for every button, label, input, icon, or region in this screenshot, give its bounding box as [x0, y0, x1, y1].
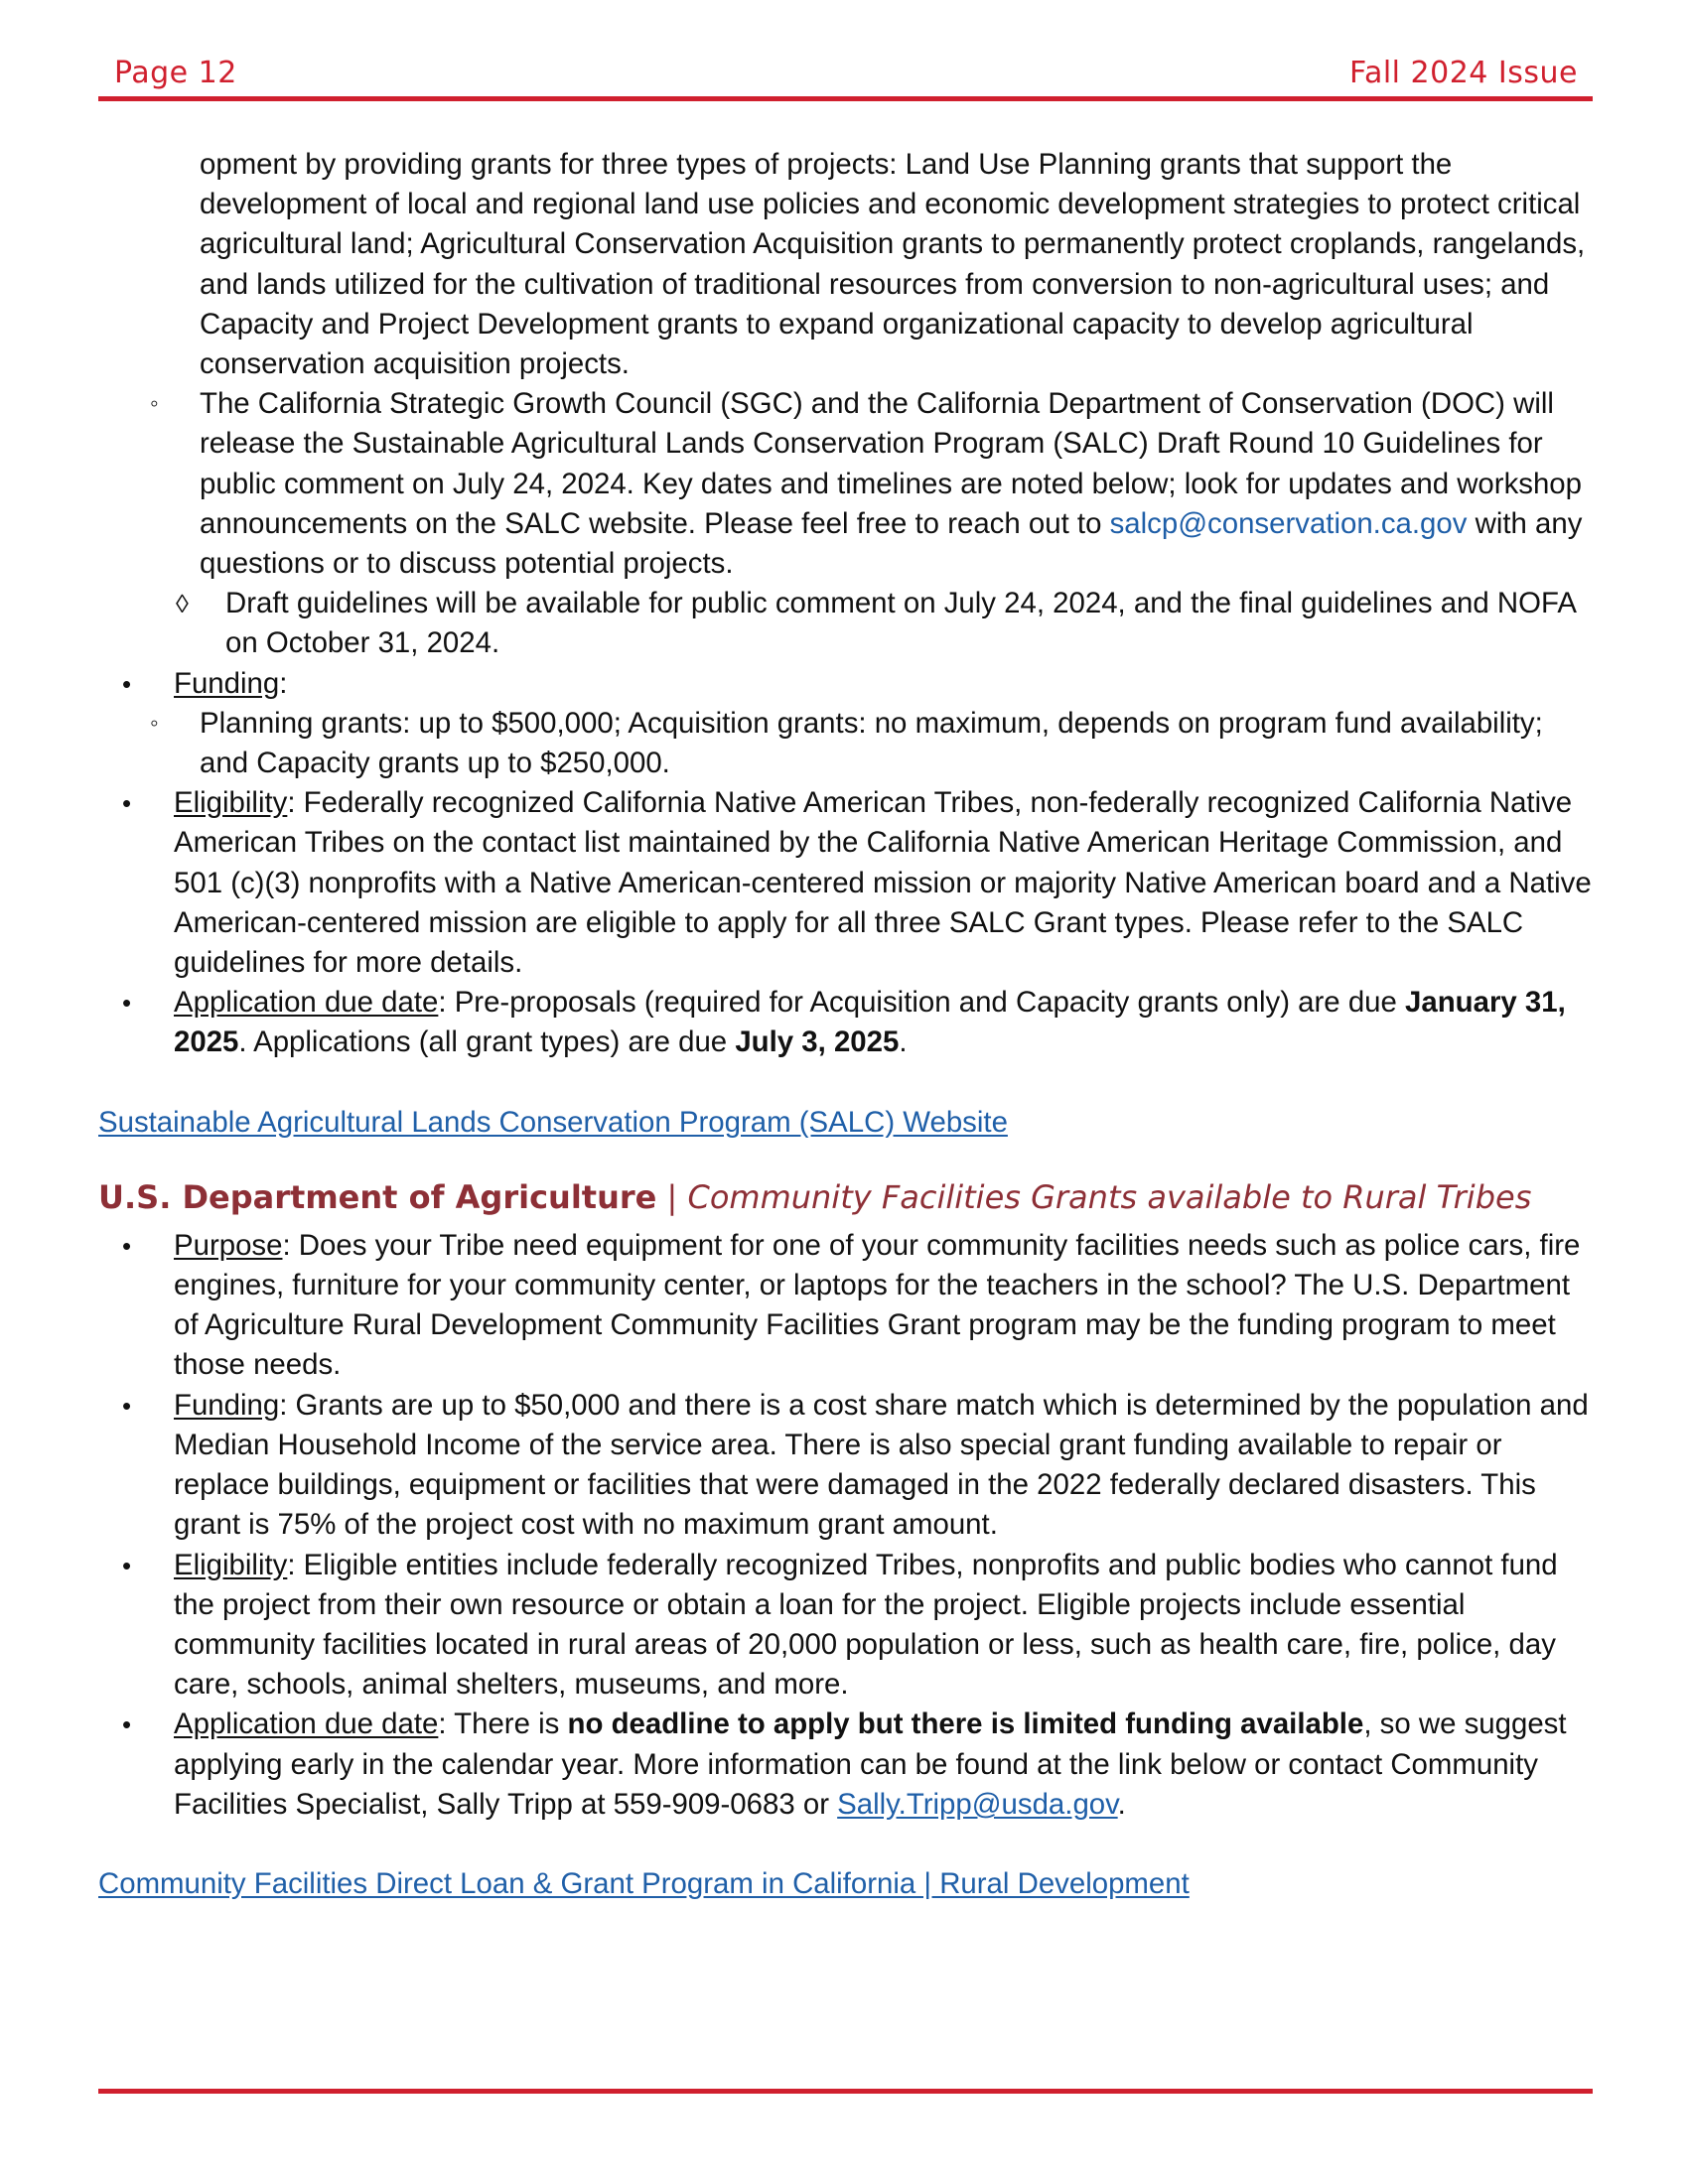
- salc-eligibility-item: [98, 783, 1598, 983]
- usda-program-row: [98, 1864, 1598, 1904]
- spacer: [98, 1063, 1598, 1103]
- page-header: [98, 56, 1593, 91]
- title-separator: |: [666, 1177, 678, 1216]
- usda-purpose-text: : Does your Tribe need equipment for one of your community facilities needs such as police cars, fire engines, furniture for your community center, or laptops for the teachers in the school? The U.S. Department of Agriculture Rural Development Community Facilities Grant program may be the funding program to meet those needs.: [174, 1228, 1581, 1382]
- usda-eligibility-item: [98, 1546, 1598, 1706]
- salc-funding-detail-item: [98, 704, 1598, 783]
- usda-due-text: , so we suggest applying early in the calendar year. More information can be found at the link below or contact Community Facilities Specialist, Sally Tripp at 559-909-0683 or: [174, 1707, 1567, 1821]
- usda-due-text: : There is: [438, 1707, 568, 1741]
- salc-preproposal-date: January 31, 2025: [174, 986, 1566, 1059]
- usda-deadline-note: no deadline to apply but there is limited funding available: [567, 1707, 1364, 1741]
- salc-continuation: [98, 145, 1598, 384]
- page-content: [98, 145, 1598, 1904]
- salc-release-tail: with any questions or to discuss potential projects.: [200, 506, 1583, 581]
- issue-label: Fall 2024 Issue: [1348, 56, 1578, 90]
- salc-due-text: : Pre-proposals (required for Acquisition and Capacity grants only) are due: [438, 986, 1406, 1020]
- salc-funding-text: Planning grants: up to $500,000; Acquisition grants: no maximum, depends on program fund availability; and Capacity grants up to $250,000.: [200, 706, 1543, 780]
- salc-due-text: . Applications (all grant types) are due: [238, 1025, 736, 1059]
- usda-due-text: .: [1117, 1787, 1126, 1821]
- footer-rule: [98, 2089, 1593, 2094]
- usda-section-title: [98, 1174, 1598, 1220]
- salc-funding-item: • Funding:: [98, 664, 1598, 704]
- diamond-bullet-icon: ◊: [176, 589, 189, 619]
- salc-funding-label: Funding: [174, 666, 280, 700]
- spacer: [98, 1825, 1598, 1864]
- usda-funding-text: : Grants are up to $50,000 and there is a cost share match which is determined by the population and Median Household Income of the service area. There is also special grant funding available to repair or replace buildings, equipment or facilities that were damaged in the 2022 federally declared disasters. This grant is 75% of the project cost with no maximum grant amount.: [174, 1388, 1589, 1542]
- salc-draft-note-text: Draft guidelines will be available for public comment on July 24, 2024, and the final guidelines and NOFA on October 31, 2024.: [225, 587, 1576, 660]
- salc-eligibility-label: Eligibility: [174, 786, 288, 820]
- salc-application-date: July 3, 2025: [735, 1025, 900, 1059]
- hollow-bullet-icon: ◦: [150, 390, 159, 418]
- header-rule: [98, 96, 1593, 101]
- usda-purpose-item: [98, 1226, 1598, 1386]
- usda-eligibility-text: : Eligible entities include federally recognized Tribes, nonprofits and public bodies who cannot fund the project from their own resource or obtain a loan for the project. Eligible projects include essential community facilities located in rural areas of 20,000 population or less, such as health care, fire, police, day care, schools, animal shelters, museums, and more.: [174, 1548, 1558, 1702]
- salc-eligibility-text: : Federally recognized California Native American Tribes, non-federally recognized California Native American Tribes on the contact list maintained by the California Native American Heritage Commission, and 501 (c)(3) nonprofits with a Native American-centered mission or majority Native American board and a Native American-centered mission are eligible to apply for all three SALC Grant types. Please refer to the SALC guidelines for more details.: [174, 786, 1592, 980]
- usda-due-date-item: [98, 1705, 1598, 1825]
- usda-funding-item: [98, 1386, 1598, 1546]
- salc-website-row: [98, 1103, 1598, 1143]
- salc-email-link[interactable]: salcp@conservation.ca.gov: [1109, 506, 1468, 540]
- salc-website-link[interactable]: Sustainable Agricultural Lands Conservation Program (SALC) Website: [98, 1105, 1008, 1139]
- bullet-icon: •: [122, 1230, 132, 1261]
- salc-due-text: .: [899, 1025, 908, 1059]
- usda-contact-email-link[interactable]: Sally.Tripp@usda.gov: [837, 1787, 1118, 1821]
- salc-release-item: [98, 384, 1598, 584]
- usda-funding-label: Funding: [174, 1388, 280, 1422]
- salc-due-date-item: [98, 983, 1598, 1062]
- bullet-icon: •: [122, 788, 132, 819]
- page-number: Page 12: [114, 56, 237, 90]
- bullet-icon: •: [122, 1390, 132, 1421]
- bullet-icon: •: [122, 668, 132, 699]
- salc-release-text: The California Strategic Growth Council (SGC) and the California Department of Conservation (DOC) will release the Sustainable Agricultural Lands Conservation Program (SALC) Draft Round 10 Guidelines for public comment on July 24, 2024. Key dates and timelines are noted below; look for updates and workshop announcements on the SALC website. Please feel free to reach out to: [200, 387, 1582, 540]
- salc-due-label: Application due date: [174, 986, 439, 1020]
- bullet-icon: •: [122, 1550, 132, 1580]
- usda-program-link[interactable]: Community Facilities Direct Loan & Grant Program in California | Rural Development: [98, 1866, 1190, 1900]
- bullet-icon: •: [122, 1709, 132, 1740]
- bullet-icon: •: [122, 988, 132, 1019]
- usda-purpose-label: Purpose: [174, 1228, 283, 1262]
- usda-subtitle: Community Facilities Grants available to Rural Tribes: [687, 1177, 1532, 1216]
- salc-draft-note-item: [98, 584, 1598, 663]
- usda-org-name: U.S. Department of Agriculture: [98, 1177, 657, 1216]
- usda-eligibility-label: Eligibility: [174, 1548, 288, 1581]
- usda-due-label: Application due date: [174, 1707, 439, 1741]
- hollow-bullet-icon: ◦: [150, 709, 159, 737]
- salc-continuation-text: opment by providing grants for three types of projects: Land Use Planning grants that support the development of local and regional land use policies and economic development strategies to protect critical agricultural land; Agricultural Conservation Acquisition grants to permanently protect croplands, rangelands, and lands utilized for the cultivation of traditional resources from conversion to non-agricultural uses; and Capacity and Project Development grants to expand organizational capacity to develop agricultural conservation acquisition projects.: [200, 148, 1586, 381]
